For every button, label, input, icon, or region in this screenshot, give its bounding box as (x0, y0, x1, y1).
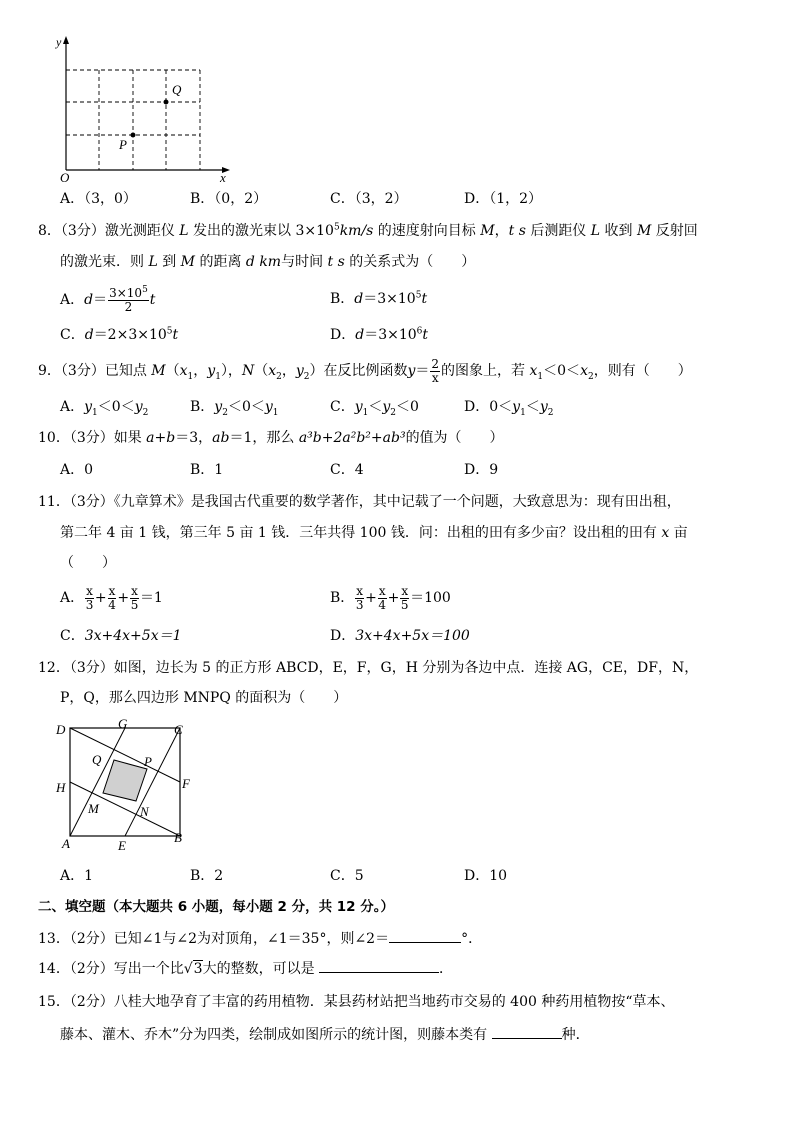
point-p-label: P (119, 137, 127, 152)
q12-option-a[interactable]: A．1 (60, 868, 94, 884)
q10-stem: 10．（3分）如果 a+b＝3，ab＝1，那么 a³b+2a²b²+ab³的值为（ ） (38, 430, 504, 446)
q12-option-b[interactable]: B．2 (190, 868, 224, 884)
q11-line2: 第二年 4 亩 1 钱，第三年 5 亩 1 钱．三年共得 100 钱．问：出租的田有多少亩？设出租的田有 x 亩 (60, 525, 688, 541)
label-m: M (88, 801, 99, 816)
q10-option-b[interactable]: B．1 (190, 462, 224, 478)
point-q-dot (164, 100, 169, 105)
q12-line2: P，Q，那么四边形 MNPQ 的面积为（ ） (60, 690, 348, 706)
q9-stem: 9．（3分）已知点 $M(x_1$，$y_1$），$N(x_2$，$y_2$）在反比例函数y＝ $\frac{2}{x}$ 的图象上，若 $x_1<0<x_2$，则有（ ） (38, 356, 692, 385)
sqrt-symbol: √ (183, 961, 193, 977)
q12-line1: 12．（3分）如图，边长为 5 的正方形 ABCD，E，F，G，H 分别为各边中点．连接 AG，CE，DF，N， (38, 660, 699, 676)
q10-option-d[interactable]: D．9 (464, 462, 499, 478)
section-heading-fill-in: 二、填空题（本大题共 6 小题，每小题 2 分，共 12 分。） (38, 899, 395, 915)
q8-option-c[interactable]: C．$d=2\times 3\times 10^5t$ (60, 326, 179, 343)
x-axis-label: x (220, 170, 226, 184)
q8-line1: 8．（3分）激光测距仪 L 发出的激光束以 $3\times 10^5km/s$ 的速度射向目标 M，t s 后测距仪 L 收到 M 反射回 (38, 222, 698, 239)
point-p-dot (131, 133, 136, 138)
label-e: E (118, 838, 126, 852)
label-g: G (118, 718, 128, 731)
q13-answer-blank[interactable] (389, 928, 461, 943)
q10-option-c[interactable]: C．4 (330, 462, 364, 478)
square-geometry-figure (52, 718, 202, 852)
point-q-label: Q (172, 82, 182, 97)
q15-line2: 藤本、灌木、乔木”分为四类，绘制成如图所示的统计图，则藤本类有 种． (60, 1024, 590, 1044)
q8-option-b[interactable]: B．$d=3\times 10^5t$ (330, 290, 428, 307)
q11-line1: 11．（3分）《九章算术》是我国古代重要的数学著作，其中记载了一个问题，大致意思为：现有田出租， (38, 494, 681, 510)
q8-option-d[interactable]: D．$d=3\times 10^6t$ (330, 326, 429, 343)
y-axis-label: y (56, 35, 62, 49)
q11-option-d[interactable]: D．3x+4x+5x＝100 (330, 628, 470, 644)
label-c: C (174, 722, 183, 737)
q14: 14．（2分）写出一个比√3大的整数，可以是 ． (38, 958, 453, 978)
label-n: N (140, 804, 149, 819)
q8-line2: 的激光束．则 L 到 M 的距离 d km与时间 t s 的关系式为（ ） (60, 254, 476, 270)
q11-option-a[interactable]: A． $\frac{x}{3}$ + $\frac{x}{4}$ + $\frac{x}{5}$ ＝1 (60, 583, 163, 612)
coordinate-grid-figure (48, 34, 238, 184)
q9-option-d[interactable]: D．$0<y_1<y_2$ (464, 399, 554, 418)
q11-option-c[interactable]: C．3x+4x+5x＝1 (60, 628, 182, 644)
q11-option-b[interactable]: B． $\frac{x}{3}$ + $\frac{x}{4}$ + $\frac{x}{5}$ ＝100 (330, 583, 451, 612)
q11-line3: （ ） (60, 555, 116, 571)
origin-label: O (60, 170, 70, 184)
label-d: D (56, 722, 66, 737)
q7-option-c[interactable]: C．（3，2） (330, 191, 408, 207)
q7-option-b[interactable]: B．（0，2） (190, 191, 268, 207)
q15-answer-blank[interactable] (492, 1024, 562, 1039)
q9-option-c[interactable]: C．$y_1<y_2<0$ (330, 399, 419, 418)
q12-option-c[interactable]: C．5 (330, 868, 364, 884)
label-h: H (56, 780, 66, 795)
label-q: Q (92, 752, 102, 767)
q7-option-d[interactable]: D．（1，2） (464, 191, 543, 207)
label-a: A (62, 836, 70, 851)
label-b: B (174, 830, 182, 845)
q7-option-a[interactable]: A．（3，0） (60, 191, 137, 207)
label-f: F (182, 776, 190, 791)
q8-option-a[interactable]: A．d＝ $\frac{3\times 10^5}{2}$ t (60, 284, 156, 314)
label-p: P (144, 754, 152, 769)
shaded-quadrilateral-mnpq (103, 760, 147, 801)
q15-line1: 15．（2分）八桂大地孕育了丰富的药用植物．某县药材站把当地药市交易的 400 种药用植物按“草本、 (38, 994, 675, 1010)
q9-option-b[interactable]: B．$y_2<0<y_1$ (190, 399, 279, 418)
q12-option-d[interactable]: D．10 (464, 868, 508, 884)
q9-option-a[interactable]: A．$y_1<0<y_2$ (60, 399, 149, 418)
q10-option-a[interactable]: A．0 (60, 462, 94, 478)
q14-answer-blank[interactable] (319, 958, 439, 973)
q13: 13．（2分）已知∠1与∠2为对顶角，∠1＝35°，则∠2＝ °． (38, 928, 482, 948)
